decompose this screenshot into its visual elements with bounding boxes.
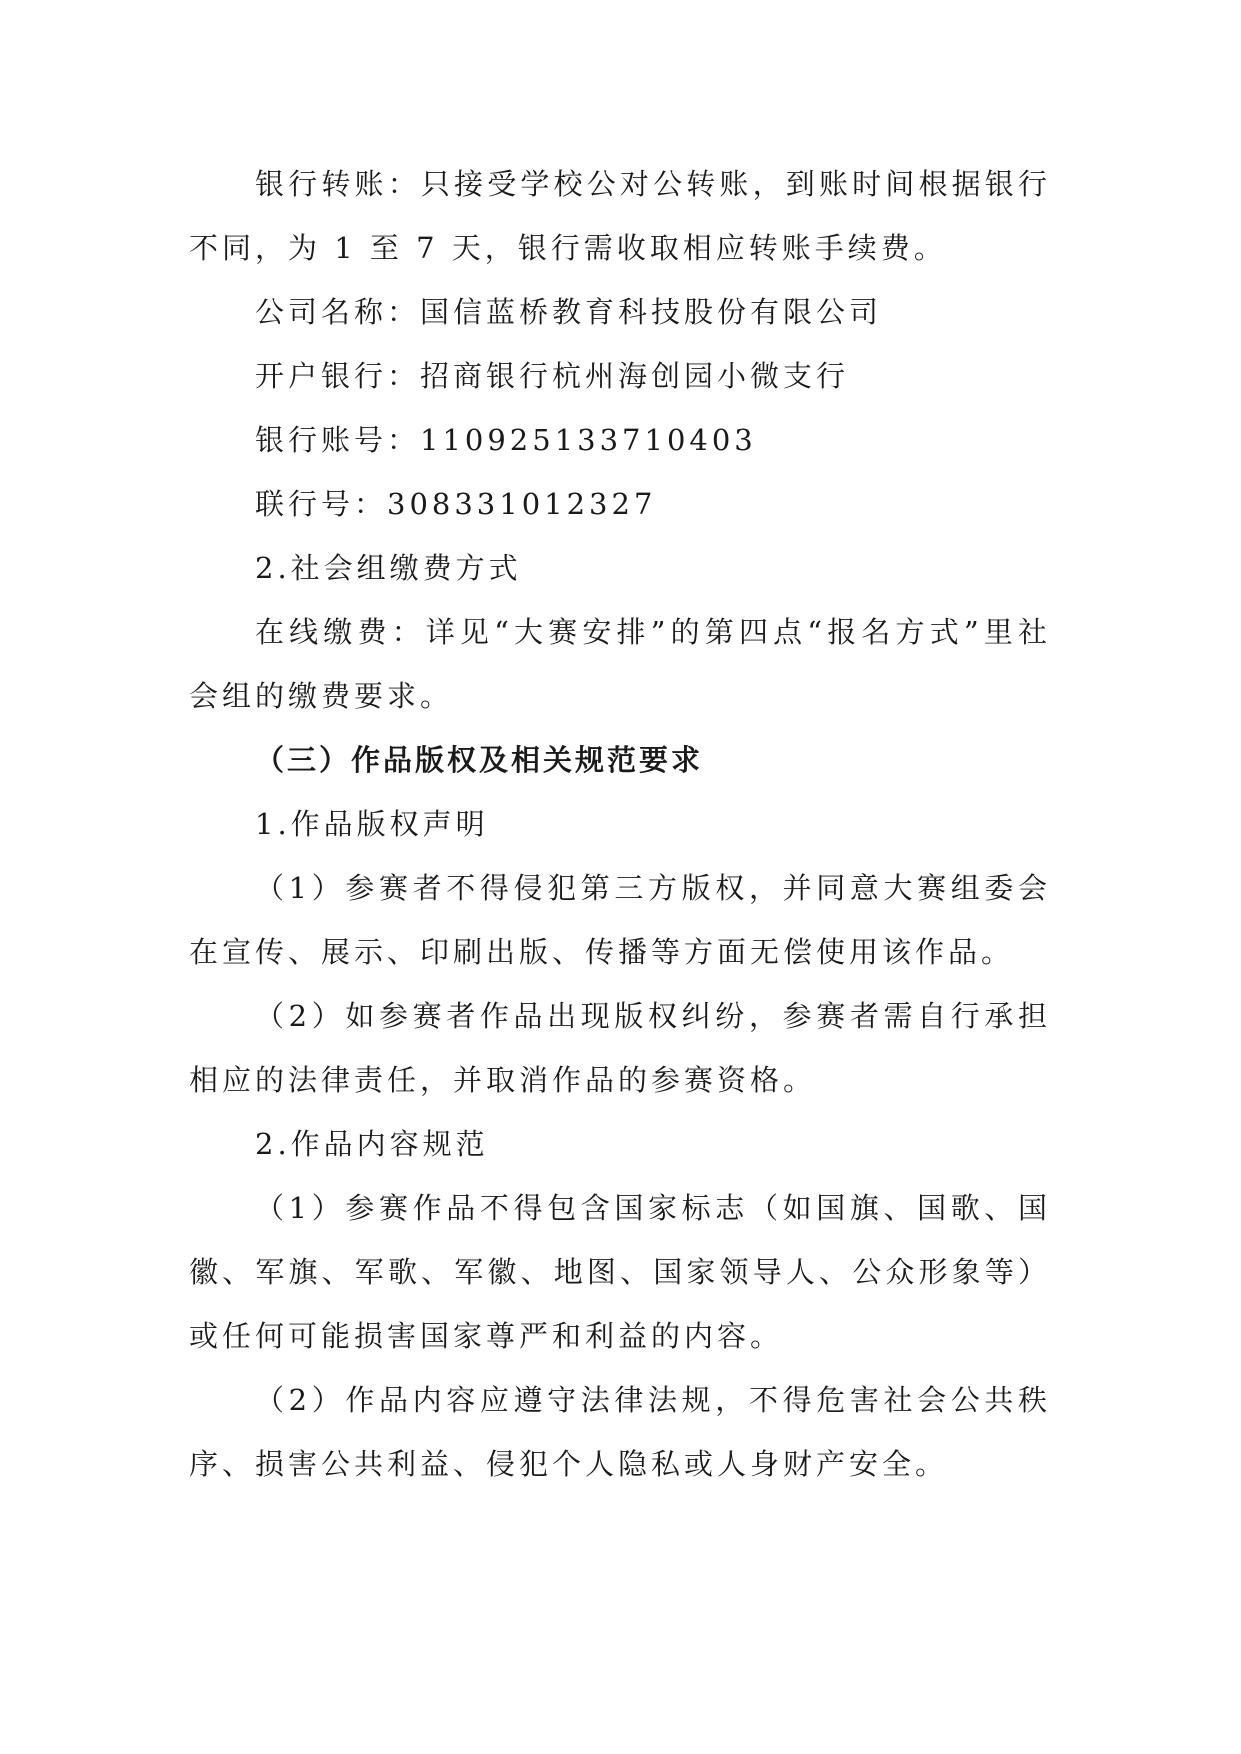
bank-code-line: 联行号：308331012327	[255, 487, 657, 521]
bank-transfer-paragraph: 银行转账：只接受学校公对公转账，到账时间根据银行不同，为 1 至 7 天，银行需收取相应转账手续费。	[189, 167, 1051, 265]
bank-name-line: 开户银行：招商银行杭州海创园小微支行	[255, 359, 850, 393]
account-number-line: 银行账号：110925133710403	[255, 423, 757, 457]
section-heading-copyright: （三）作品版权及相关规范要求	[255, 743, 704, 777]
content-rule-item-2: （2）作品内容应遵守法律法规，不得危害社会公共秩序、损害公共利益、侵犯个人隐私或人身财产安全。	[189, 1383, 1051, 1481]
copyright-item-1: （1）参赛者不得侵犯第三方版权，并同意大赛组委会在宣传、展示、印刷出版、传播等方面无偿使用该作品。	[189, 871, 1051, 969]
online-payment-paragraph: 在线缴费：详见“大赛安排”的第四点“报名方式”里社会组的缴费要求。	[189, 615, 1051, 713]
content-rule-item-1: （1）参赛作品不得包含国家标志（如国旗、国歌、国徽、军旗、军歌、军徽、地图、国家领导人、公众形象等）或任何可能损害国家尊严和利益的内容。	[189, 1191, 1051, 1353]
subheading-copyright-statement: 1.作品版权声明	[255, 807, 489, 841]
company-name-line: 公司名称：国信蓝桥教育科技股份有限公司	[255, 295, 883, 329]
document-body	[189, 152, 1051, 1496]
copyright-item-2: （2）如参赛者作品出现版权纠纷，参赛者需自行承担相应的法律责任，并取消作品的参赛资格。	[189, 999, 1051, 1097]
subheading-content-rules: 2.作品内容规范	[255, 1127, 489, 1161]
section-heading-social-payment: 2.社会组缴费方式	[255, 551, 522, 585]
